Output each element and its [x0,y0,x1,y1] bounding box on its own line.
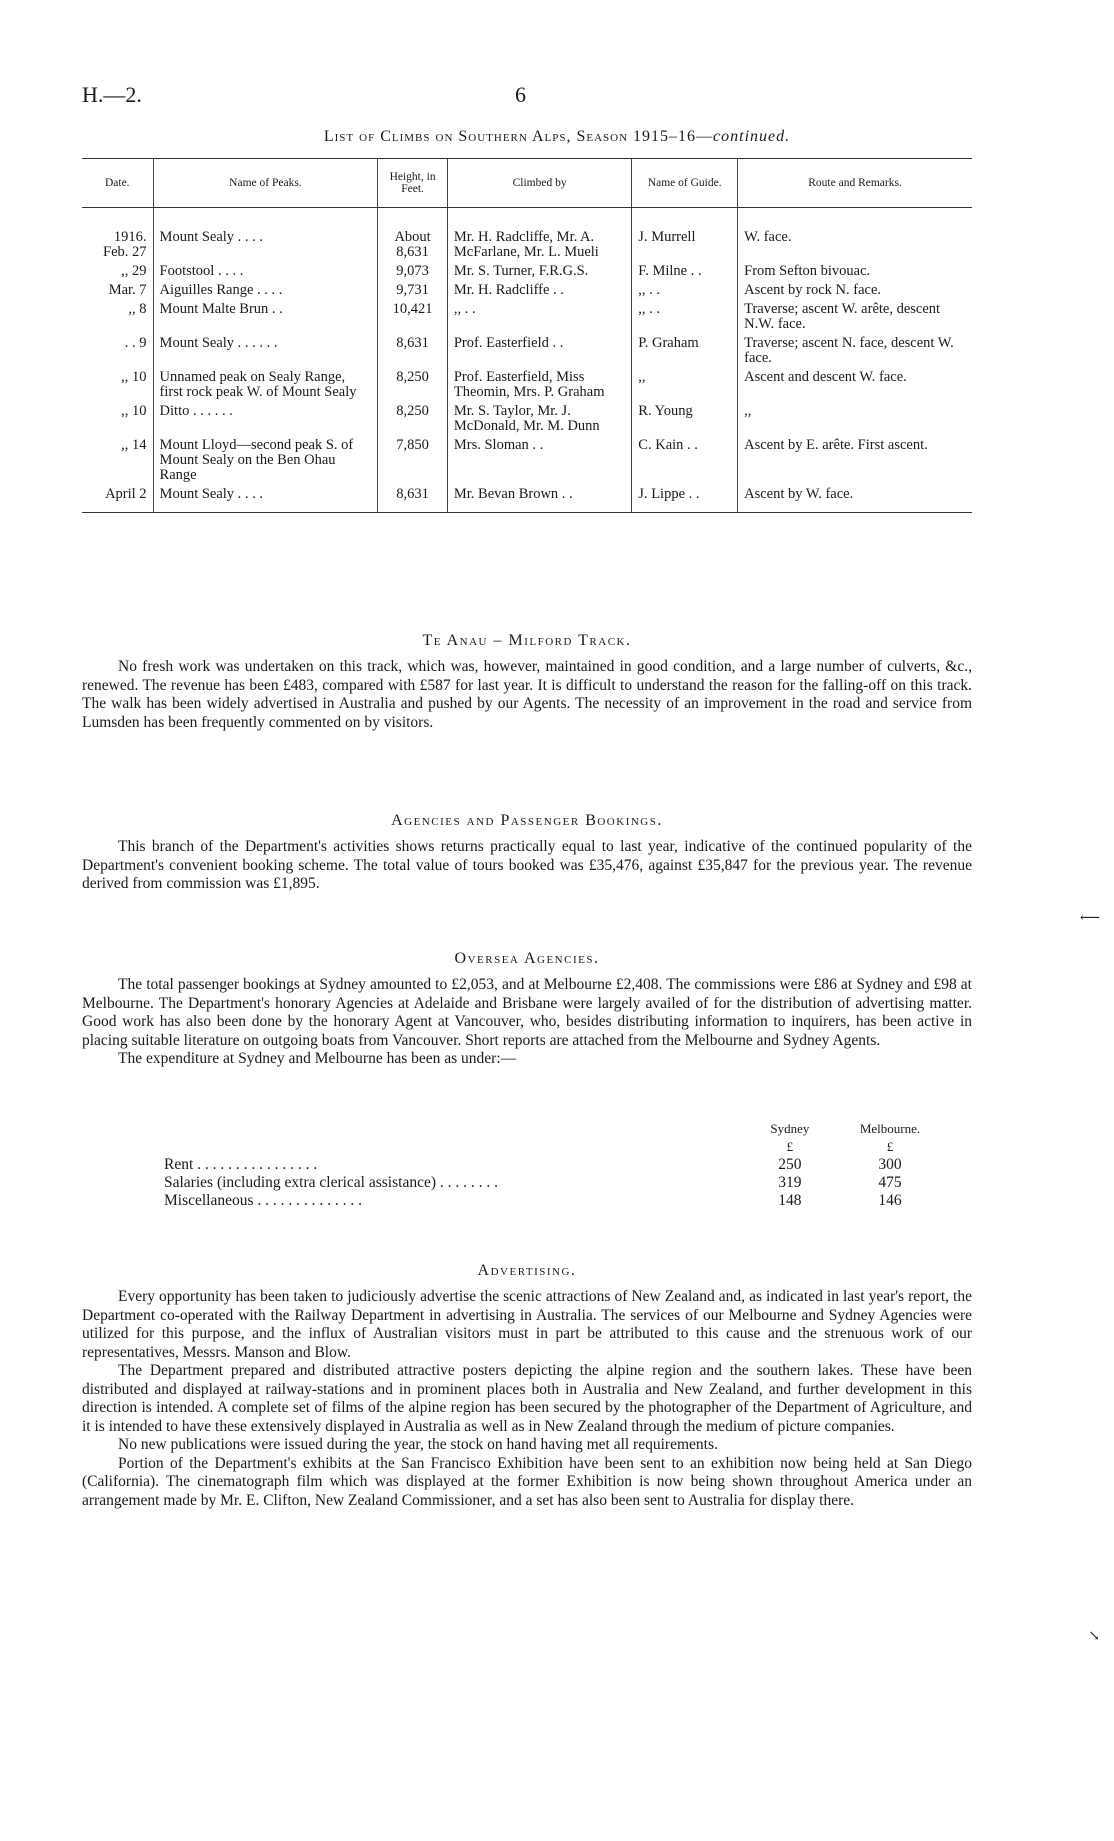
climb-date: . . 9 [124,335,147,351]
climb-climbed-by: Mr. H. Radcliffe . . [447,281,631,300]
advertising-heading: Advertising. [477,1262,577,1279]
header-guide: Name of Guide. [632,159,738,208]
te-anau-section [82,632,972,732]
table-row [82,368,972,402]
expenditure-melbourne: 475 [878,1174,902,1191]
table-row [82,262,972,281]
expenditure-label: Miscellaneous . . . . . . . . . . . . . . [164,1192,363,1209]
advertising-paragraph: No new publications were issued during the year, the stock on hand having met all requirements. [118,1436,718,1453]
climb-guide: J. Murrell [632,208,738,263]
climb-guide: R. Young [632,402,738,436]
climb-date: Mar. 7 [108,282,147,298]
climb-peak: Mount Malte Brun . . [153,300,378,334]
climb-guide: P. Graham [632,334,738,368]
climb-date: ,, 14 [121,437,147,453]
climb-route: ,, [738,402,972,436]
climb-height: 8,250 [378,368,448,402]
expenditure-label: Rent . . . . . . . . . . . . . . . . [164,1156,318,1173]
expenditure-units-row [160,1138,940,1156]
climb-peak: Mount Sealy . . . . [153,208,378,263]
climb-height: 9,731 [378,281,448,300]
header-height: Height, in Feet. [378,159,448,208]
expenditure-table [160,1120,940,1210]
table-row [82,402,972,436]
advertising-section [82,1262,972,1510]
climb-date: ,, 10 [121,369,147,385]
climb-height: About 8,631 [378,208,448,263]
climb-peak: Unnamed peak on Sealy Range, first rock peak W. of Mount Sealy [153,368,378,402]
climbs-table [82,158,972,513]
climb-route: Ascent and descent W. face. [738,368,972,402]
climb-route: From Sefton bivouac. [738,262,972,281]
climb-climbed-by: ,, . . [447,300,631,334]
climb-peak: Mount Sealy . . . . . . [153,334,378,368]
table-row [82,334,972,368]
climb-guide: ,, . . [632,281,738,300]
header-climbed-by: Climbed by [447,159,631,208]
table-title [0,128,1114,146]
climb-date: ,, 10 [121,403,147,419]
climb-climbed-by: Prof. Easterfield, Miss Theomin, Mrs. P. Graham [447,368,631,402]
climb-peak: Aiguilles Range . . . . [153,281,378,300]
climb-route: W. face. [738,208,972,263]
climb-height: 8,250 [378,402,448,436]
header-date: Date. [82,159,153,208]
table-title-continued: continued. [713,128,791,145]
expenditure-row [160,1156,940,1174]
climb-guide: J. Lippe . . [632,485,738,513]
climb-guide: F. Milne . . [632,262,738,281]
climb-route: Ascent by W. face. [738,485,972,513]
table-row [82,485,972,513]
expenditure-header-melbourne: Melbourne. [859,1121,921,1136]
climb-date: ,, 8 [128,301,147,317]
expenditure-melbourne: 146 [878,1192,902,1209]
expenditure-header-row [160,1120,940,1138]
table-title-main: List of Climbs on Southern Alps, Season 1915–16— [323,128,714,145]
climb-peak: Footstool . . . . [153,262,378,281]
climb-climbed-by: Mr. S. Turner, F.R.G.S. [447,262,631,281]
climb-route: Traverse; ascent N. face, descent W. face. [738,334,972,368]
climb-peak: Mount Lloyd—second peak S. of Mount Sealy on the Ben Ohau Range [153,436,378,485]
climb-height: 10,421 [378,300,448,334]
climb-height: 7,850 [378,436,448,485]
expenditure-sydney: 250 [778,1156,802,1173]
table-row [82,208,972,263]
climb-peak: Mount Sealy . . . . [153,485,378,513]
climb-climbed-by: Mr. S. Taylor, Mr. J. McDonald, Mr. M. Dunn [447,402,631,436]
expenditure-row [160,1192,940,1210]
expenditure-intro: The expenditure at Sydney and Melbourne has been as under:— [118,1050,517,1067]
oversea-section [82,950,972,1069]
expenditure-header-sydney: Sydney [770,1121,810,1136]
climb-date: April 2 [82,485,153,513]
climb-guide: ,, [632,368,738,402]
expenditure-melbourne: 300 [878,1156,902,1173]
climb-guide: C. Kain . . [632,436,738,485]
expenditure-unit-sydney: £ [786,1139,794,1154]
advertising-paragraph: Portion of the Department's exhibits at the San Francisco Exhibition have been sent to an exhibition now being held at San Diego (California). The cinematograph film which was displayed at the former Exhibition is now being shown throughout America under an arrangement made by Mr. E. Clifton, New Zealand Commissioner, and a set has also been sent to Australia for display there. [82,1454,972,1509]
table-row [82,281,972,300]
header-route: Route and Remarks. [738,159,972,208]
oversea-heading: Oversea Agencies. [454,950,600,967]
climb-route: Ascent by E. arête. First ascent. [738,436,972,485]
expenditure-unit-melbourne: £ [886,1139,894,1154]
expenditure-sydney: 319 [778,1174,802,1191]
margin-mark: ↘ [1088,1629,1100,1644]
agencies-heading: Agencies and Passenger Bookings. [391,812,663,829]
climb-height: 9,073 [378,262,448,281]
climb-climbed-by: Prof. Easterfield . . [447,334,631,368]
climb-climbed-by: Mr. H. Radcliffe, Mr. A. McFarlane, Mr. L. Mueli [447,208,631,263]
agencies-text: This branch of the Department's activities shows returns practically equal to last year, indicative of the continued popularity of the Department's convenient booking scheme. The total value of tours booked was £35,476, against £35,847 for the previous year. The revenue derived from commission was £1,895. [82,838,972,892]
expenditure-label: Salaries (including extra clerical assistance) . . . . . . . . [164,1174,498,1191]
climb-date: 1916. Feb. 27 [103,229,147,260]
table-row [82,300,972,334]
agencies-section [82,812,972,894]
climbs-header-row [82,159,972,208]
page-number: 6 [515,82,526,107]
advertising-paragraph: Every opportunity has been taken to judiciously advertise the scenic attractions of New Zealand and, as indicated in last year's report, the Department co-operated with the Railway Department in advertising in Australia. The services of our Melbourne and Sydney Agencies were utilized for this purpose, and the influx of Australian visitors must in part be attributed to this cause and the strenuous work of our representatives, Messrs. Manson and Blow. [82,1288,972,1361]
climb-date: ,, 29 [121,263,147,279]
te-anau-text: No fresh work was undertaken on this track, which was, however, maintained in good condition, and a large number of culverts, &c., renewed. The revenue has been £483, compared with £587 for last year. It is difficult to understand the reason for the falling-off on this track. The walk has been widely advertised in Australia and pushed by our Agents. The necessity of an improvement in the road and service from Lumsden has been frequently commented on by visitors. [82,658,972,731]
page-reference: H.—2. [82,82,142,107]
climb-height: 8,631 [378,334,448,368]
climb-height: 8,631 [378,485,448,513]
climb-guide: ,, . . [632,300,738,334]
climb-climbed-by: Mr. Bevan Brown . . [447,485,631,513]
table-row [82,436,972,485]
oversea-text: The total passenger bookings at Sydney amounted to £2,053, and at Melbourne £2,408. The commissions were £86 at Sydney and £98 at Melbourne. The Department's honorary Agencies at Adelaide and Brisbane were largely availed of for the distribution of advertising matter. Good work has also been done by the honorary Agent at Vancouver, who, besides distributing information to inquirers, has been active in placing suitable literature on outgoing boats from Vancouver. Short reports are attached from the Melbourne and Sydney Agents. [82,976,972,1049]
climb-peak: Ditto . . . . . . [153,402,378,436]
expenditure-row [160,1174,940,1192]
te-anau-heading: Te Anau – Milford Track. [422,632,632,649]
expenditure-sydney: 148 [778,1192,802,1209]
climb-route: Ascent by rock N. face. [738,281,972,300]
climb-climbed-by: Mrs. Sloman . . [447,436,631,485]
header-peak: Name of Peaks. [153,159,378,208]
advertising-paragraph: The Department prepared and distributed attractive posters depicting the alpine region and the southern lakes. These have been distributed and displayed at railway-stations and in prominent places both in Australia and New Zealand, and further development in this direction is intended. A complete set of films of the alpine region has been secured by the photographer of the Department of Agriculture, and it is intended to have these extensively displayed in Australia as well as in New Zealand through the medium of picture companies. [82,1362,972,1435]
margin-mark: ⟵ [1079,911,1100,926]
climb-route: Traverse; ascent W. arête, descent N.W. face. [738,300,972,334]
